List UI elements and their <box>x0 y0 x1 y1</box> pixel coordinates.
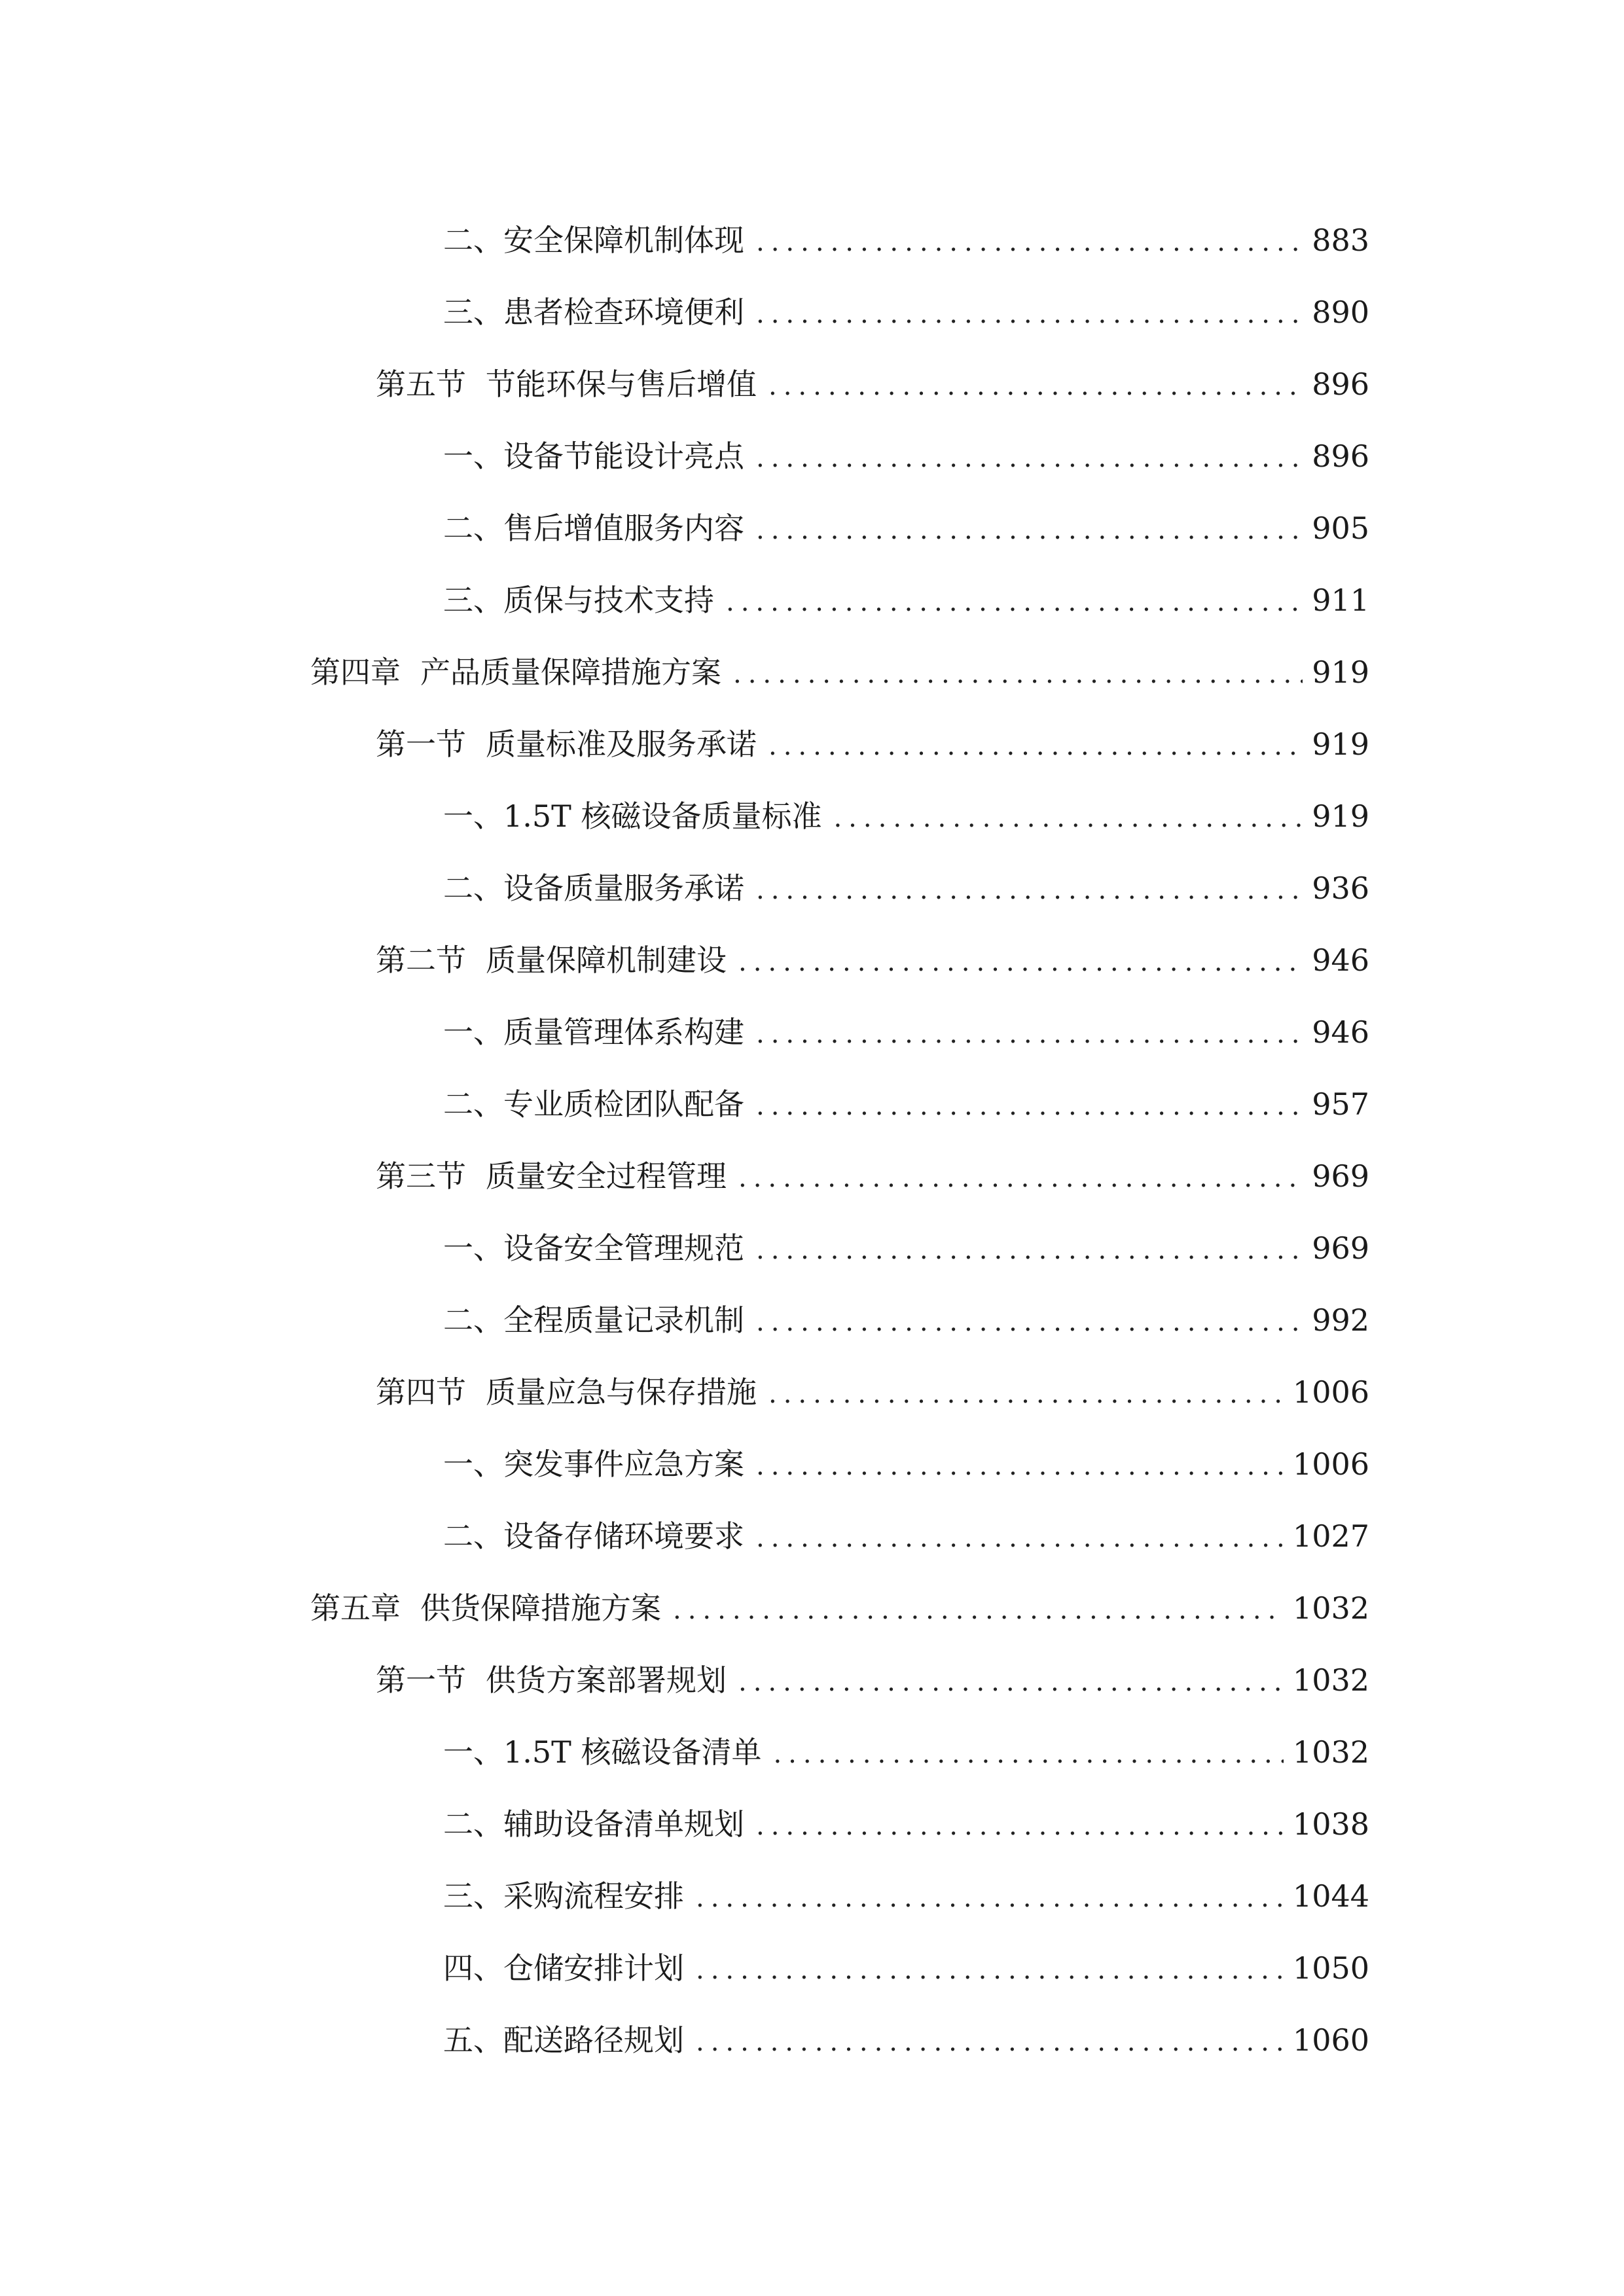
toc-entry-number: 第五章 <box>310 1590 401 1626</box>
toc-entry-number: 第一节 <box>376 726 466 762</box>
toc-entry[interactable] <box>443 1067 1369 1122</box>
toc-entry-page: 1032 <box>1292 1662 1369 1698</box>
toc-entry[interactable] <box>443 563 1369 618</box>
toc-entry-number: 二、 <box>443 1086 503 1122</box>
dot-leader <box>696 2029 1284 2055</box>
toc-entry-page: 1027 <box>1292 1518 1369 1554</box>
dot-leader <box>756 1525 1284 1551</box>
toc-entry-page: 883 <box>1312 223 1369 258</box>
toc-entry[interactable] <box>443 1427 1369 1482</box>
toc-entry-page: 936 <box>1312 870 1369 906</box>
toc-entry-number: 一、 <box>443 1446 503 1482</box>
dot-leader <box>696 1957 1284 1983</box>
toc-entry-number: 第二节 <box>376 942 466 978</box>
toc-entry-title: 1.5T 核磁设备质量标准 <box>503 798 822 834</box>
dot-leader <box>756 301 1303 327</box>
dot-leader <box>738 1165 1303 1191</box>
toc-entry-page: 896 <box>1312 439 1369 474</box>
toc-entry-title: 质量应急与保存措施 <box>486 1374 757 1410</box>
toc-entry-page: 919 <box>1312 655 1369 690</box>
toc-entry-title: 质量安全过程管理 <box>486 1158 727 1194</box>
toc-entry-number: 第五节 <box>376 367 466 402</box>
toc-entry-title: 患者检查环境便利 <box>503 295 744 330</box>
toc-entry-number: 第三节 <box>376 1158 466 1194</box>
toc-entry[interactable] <box>376 707 1369 762</box>
toc-entry-number: 一、 <box>443 1230 503 1266</box>
dot-leader <box>773 1741 1283 1767</box>
dot-leader <box>768 373 1303 399</box>
toc-entry-title: 节能环保与售后增值 <box>486 367 757 402</box>
toc-entry-page: 919 <box>1312 798 1369 834</box>
toc-entry-number: 二、 <box>443 511 503 546</box>
toc-entry[interactable] <box>443 1499 1369 1554</box>
toc-entry-title: 采购流程安排 <box>503 1878 684 1914</box>
toc-entry[interactable] <box>443 779 1369 834</box>
toc-entry[interactable] <box>443 203 1369 258</box>
toc-entry-page: 969 <box>1312 1158 1369 1194</box>
toc-entry-page: 957 <box>1312 1086 1369 1122</box>
toc-entry-page: 992 <box>1312 1302 1369 1338</box>
toc-entry-number: 第四节 <box>376 1374 466 1410</box>
dot-leader <box>756 1237 1303 1263</box>
toc-entry[interactable] <box>443 1211 1369 1266</box>
toc-entry-number: 第一节 <box>376 1662 466 1698</box>
toc-entry-title: 配送路径规划 <box>503 2022 684 2058</box>
dot-leader <box>696 1885 1284 1911</box>
toc-entry-number: 五、 <box>443 2022 503 2058</box>
dot-leader <box>738 949 1303 975</box>
toc-entry-page: 969 <box>1312 1230 1369 1266</box>
toc-entry-page: 1006 <box>1292 1374 1369 1410</box>
dot-leader <box>756 1813 1284 1839</box>
dot-leader <box>756 517 1303 543</box>
toc-entry-title: 辅助设备清单规划 <box>503 1806 744 1842</box>
toc-entry-number: 一、 <box>443 1014 503 1050</box>
dot-leader <box>756 445 1303 471</box>
toc-entry-title: 质量管理体系构建 <box>503 1014 744 1050</box>
toc-entry-title: 全程质量记录机制 <box>503 1302 744 1338</box>
toc-entry-number: 三、 <box>443 295 503 330</box>
toc-entry-number: 三、 <box>443 1878 503 1914</box>
toc-entry[interactable] <box>443 1859 1369 1914</box>
toc-entry[interactable] <box>376 923 1369 978</box>
toc-entry-number: 一、 <box>443 439 503 474</box>
toc-entry-page: 905 <box>1312 511 1369 546</box>
toc-entry-number: 三、 <box>443 583 503 618</box>
toc-entry[interactable] <box>443 275 1369 330</box>
toc-entry-number: 二、 <box>443 1806 503 1842</box>
toc-entry-title: 产品质量保障措施方案 <box>420 655 721 690</box>
toc-entry-title: 设备安全管理规范 <box>503 1230 744 1266</box>
toc-entry-number: 二、 <box>443 870 503 906</box>
toc-entry[interactable] <box>310 635 1369 690</box>
toc-entry[interactable] <box>443 491 1369 546</box>
toc-entry[interactable] <box>376 1643 1369 1698</box>
toc-entry-title: 设备节能设计亮点 <box>503 439 744 474</box>
toc-entry-title: 1.5T 核磁设备清单 <box>503 1734 762 1770</box>
dot-leader <box>738 1669 1284 1695</box>
toc-entry[interactable] <box>376 1355 1369 1410</box>
toc-entry[interactable] <box>443 1931 1369 1986</box>
toc-entry-page: 1050 <box>1292 1950 1369 1986</box>
toc-entry-page: 1060 <box>1292 2022 1369 2058</box>
toc-entry[interactable] <box>443 851 1369 906</box>
toc-entry-number: 二、 <box>443 1518 503 1554</box>
toc-entry-title: 安全保障机制体现 <box>503 223 744 258</box>
toc-entry[interactable] <box>376 1139 1369 1194</box>
toc-entry-title: 质量标准及服务承诺 <box>486 726 757 762</box>
toc-entry[interactable] <box>310 1571 1369 1626</box>
toc-entry[interactable] <box>443 995 1369 1050</box>
toc-entry-number: 四、 <box>443 1950 503 1986</box>
toc-entry-page: 1038 <box>1292 1806 1369 1842</box>
toc-entry-title: 突发事件应急方案 <box>503 1446 744 1482</box>
dot-leader <box>673 1597 1284 1623</box>
dot-leader <box>756 1021 1303 1047</box>
toc-entry-title: 设备质量服务承诺 <box>503 870 744 906</box>
toc-entry-page: 919 <box>1312 726 1369 762</box>
toc-entry-page: 911 <box>1312 583 1369 618</box>
toc-entry-page: 1032 <box>1292 1590 1369 1626</box>
toc-entry-page: 1044 <box>1292 1878 1369 1914</box>
toc-entry[interactable] <box>443 1283 1369 1338</box>
dot-leader <box>756 229 1303 255</box>
dot-leader <box>833 805 1303 831</box>
toc-entry-number: 二、 <box>443 1302 503 1338</box>
dot-leader <box>756 1093 1303 1119</box>
toc-entry-title: 售后增值服务内容 <box>503 511 744 546</box>
dot-leader <box>756 1309 1303 1335</box>
toc-entry-title: 仓储安排计划 <box>503 1950 684 1986</box>
toc-entry-number: 一、 <box>443 1734 503 1770</box>
toc-entry-page: 1032 <box>1292 1734 1369 1770</box>
dot-leader <box>756 1453 1284 1479</box>
toc-entry-page: 946 <box>1312 1014 1369 1050</box>
toc-entry-title: 专业质检团队配备 <box>503 1086 744 1122</box>
toc-entry-number: 第四章 <box>310 655 401 690</box>
toc-entry-title: 供货方案部署规划 <box>486 1662 727 1698</box>
toc-entry-title: 设备存储环境要求 <box>503 1518 744 1554</box>
toc-entry-title: 质保与技术支持 <box>503 583 714 618</box>
dot-leader <box>726 589 1303 615</box>
toc-entry[interactable] <box>443 2003 1369 2058</box>
toc-entry[interactable] <box>443 1715 1369 1770</box>
toc-entry-page: 1006 <box>1292 1446 1369 1482</box>
dot-leader <box>733 661 1303 687</box>
toc-entry[interactable] <box>443 1787 1369 1842</box>
toc-entry-number: 二、 <box>443 223 503 258</box>
toc-entry-title: 供货保障措施方案 <box>420 1590 661 1626</box>
toc-entry-page: 890 <box>1312 295 1369 330</box>
toc-entry[interactable] <box>376 347 1369 402</box>
dot-leader <box>768 733 1303 759</box>
dot-leader <box>756 877 1303 903</box>
toc-entry[interactable] <box>443 419 1369 474</box>
toc-entry-number: 一、 <box>443 798 503 834</box>
dot-leader <box>768 1381 1284 1407</box>
toc-entry-page: 896 <box>1312 367 1369 402</box>
toc-entry-page: 946 <box>1312 942 1369 978</box>
toc-entry-title: 质量保障机制建设 <box>486 942 727 978</box>
